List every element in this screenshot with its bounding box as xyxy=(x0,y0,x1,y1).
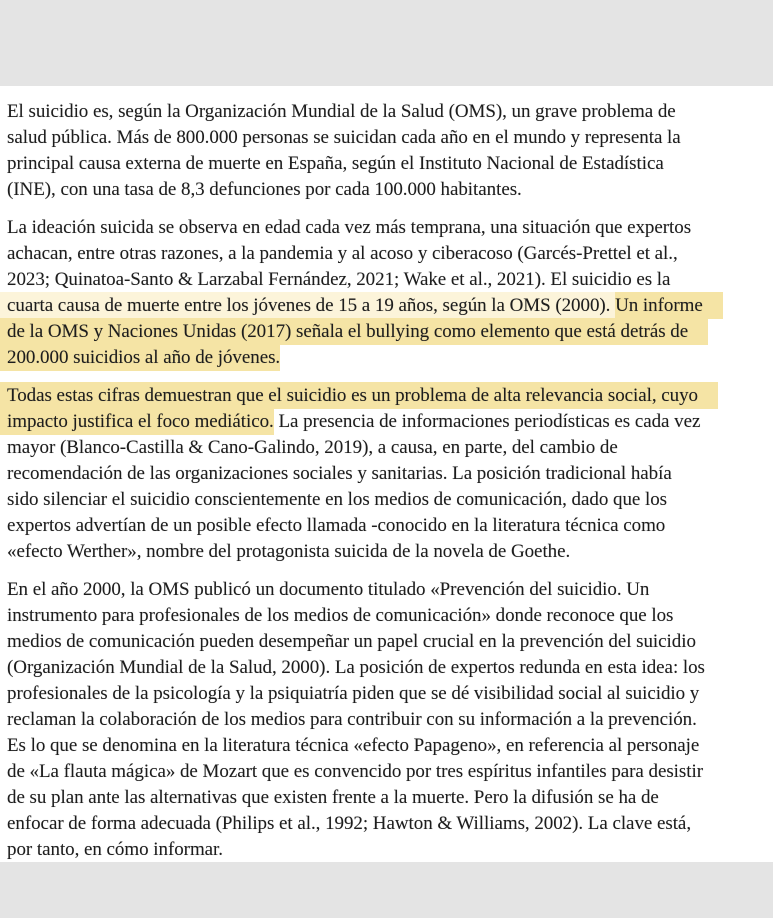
highlighted-text: Todas estas cifras demuestran que el suicidio es un problema de alta relevancia social, cuyo xyxy=(0,382,718,409)
text-line xyxy=(7,681,765,707)
text-line xyxy=(7,539,765,565)
highlighted-text: Un informe xyxy=(615,292,723,319)
paragraph xyxy=(7,215,765,371)
text-run: (Organización Mundial de la Salud, 2000). La posición de expertos redunda en esta idea: los xyxy=(7,657,705,678)
text-line xyxy=(7,461,765,487)
text-line xyxy=(7,215,765,241)
text-line xyxy=(7,151,765,177)
text-line xyxy=(7,733,765,759)
text-run: La ideación suicida se observa en edad cada vez más temprana, una situación que expertos xyxy=(7,217,692,238)
highlighted-text: impacto justifica el foco mediático. xyxy=(0,408,274,435)
text-line xyxy=(7,707,765,733)
text-run: por tanto, en cómo informar. xyxy=(7,839,223,860)
text-line xyxy=(7,241,765,267)
text-run: (INE), con una tasa de 8,3 defunciones por cada 100.000 habitantes. xyxy=(7,179,522,200)
text-line xyxy=(7,785,765,811)
text-line xyxy=(7,293,765,319)
text-run: 2023; Quinatoa-Santo & Larzabal Fernández, 2021; Wake et al., 2021). El suicidio es la xyxy=(7,269,671,290)
text-line xyxy=(7,811,765,837)
text-line xyxy=(7,409,765,435)
text-line xyxy=(7,435,765,461)
text-run: principal causa externa de muerte en España, según el Instituto Nacional de Estadística xyxy=(7,153,664,174)
text-run: El suicidio es, según la Organización Mundial de la Salud (OMS), un grave problema de xyxy=(7,101,676,122)
top-gray-band xyxy=(0,0,773,86)
text-run: reclaman la colaboración de los medios para contribuir con su información a la prevención. xyxy=(7,709,697,730)
page-content xyxy=(0,86,773,862)
text-line xyxy=(7,345,765,371)
text-line xyxy=(7,319,765,345)
text-line xyxy=(7,99,765,125)
text-run: profesionales de la psicología y la psiquiatría piden que se dé visibilidad social al suicidio y xyxy=(7,683,700,704)
text-run: salud pública. Más de 800.000 personas se suicidan cada año en el mundo y representa la xyxy=(7,127,681,148)
text-body xyxy=(7,99,765,862)
text-run: medios de comunicación pueden desempeñar un papel crucial en la prevención del suicidio xyxy=(7,631,696,652)
text-line xyxy=(7,383,765,409)
highlighted-text: de la OMS y Naciones Unidas (2017) señala el bullying como elemento que está detrás de xyxy=(0,318,708,345)
text-run: de su plan ante las alternativas que existen frente a la muerte. Pero la difusión se ha de xyxy=(7,787,659,808)
text-run: En el año 2000, la OMS publicó un documento titulado «Prevención del suicidio. Un xyxy=(7,579,650,600)
text-run: La presencia de informaciones periodísticas es cada vez xyxy=(273,411,701,432)
bottom-gray-band xyxy=(0,862,773,918)
text-line xyxy=(7,603,765,629)
text-run: sido silenciar el suicidio conscientemente en los medios de comunicación, dado que los xyxy=(7,489,667,510)
text-line xyxy=(7,267,765,293)
paragraph xyxy=(7,577,765,862)
text-line xyxy=(7,655,765,681)
text-line xyxy=(7,177,765,203)
text-line xyxy=(7,837,765,862)
text-line xyxy=(7,125,765,151)
paragraph xyxy=(7,383,765,565)
text-run: enfocar de forma adecuada (Philips et al., 1992; Hawton & Williams, 2002). La clave está, xyxy=(7,813,692,834)
highlighted-text: cuarta causa de muerte entre los jóvenes de 15 a 19 años, según la OMS (2000). xyxy=(0,292,615,319)
text-run: recomendación de las organizaciones sociales y sanitarias. La posición tradicional había xyxy=(7,463,672,484)
text-run: Es lo que se denomina en la literatura técnica «efecto Papageno», en referencia al personaje xyxy=(7,735,700,756)
text-line xyxy=(7,629,765,655)
highlighted-text: 200.000 suicidios al año de jóvenes. xyxy=(0,344,280,371)
paragraph xyxy=(7,99,765,203)
text-run: expertos advertían de un posible efecto llamada -conocido en la literatura técnica como xyxy=(7,515,666,536)
text-line xyxy=(7,513,765,539)
text-line xyxy=(7,759,765,785)
text-run: mayor (Blanco-Castilla & Cano-Galindo, 2019), a causa, en parte, del cambio de xyxy=(7,437,618,458)
text-run: de «La flauta mágica» de Mozart que es convencido por tres espíritus infantiles para desistir xyxy=(7,761,703,782)
text-run: achacan, entre otras razones, a la pandemia y al acoso y ciberacoso (Garcés-Prettel et al., xyxy=(7,243,678,264)
text-line xyxy=(7,487,765,513)
text-line xyxy=(7,577,765,603)
text-run: «efecto Werther», nombre del protagonista suicida de la novela de Goethe. xyxy=(7,541,571,562)
text-run: instrumento para profesionales de los medios de comunicación» donde reconoce que los xyxy=(7,605,674,626)
